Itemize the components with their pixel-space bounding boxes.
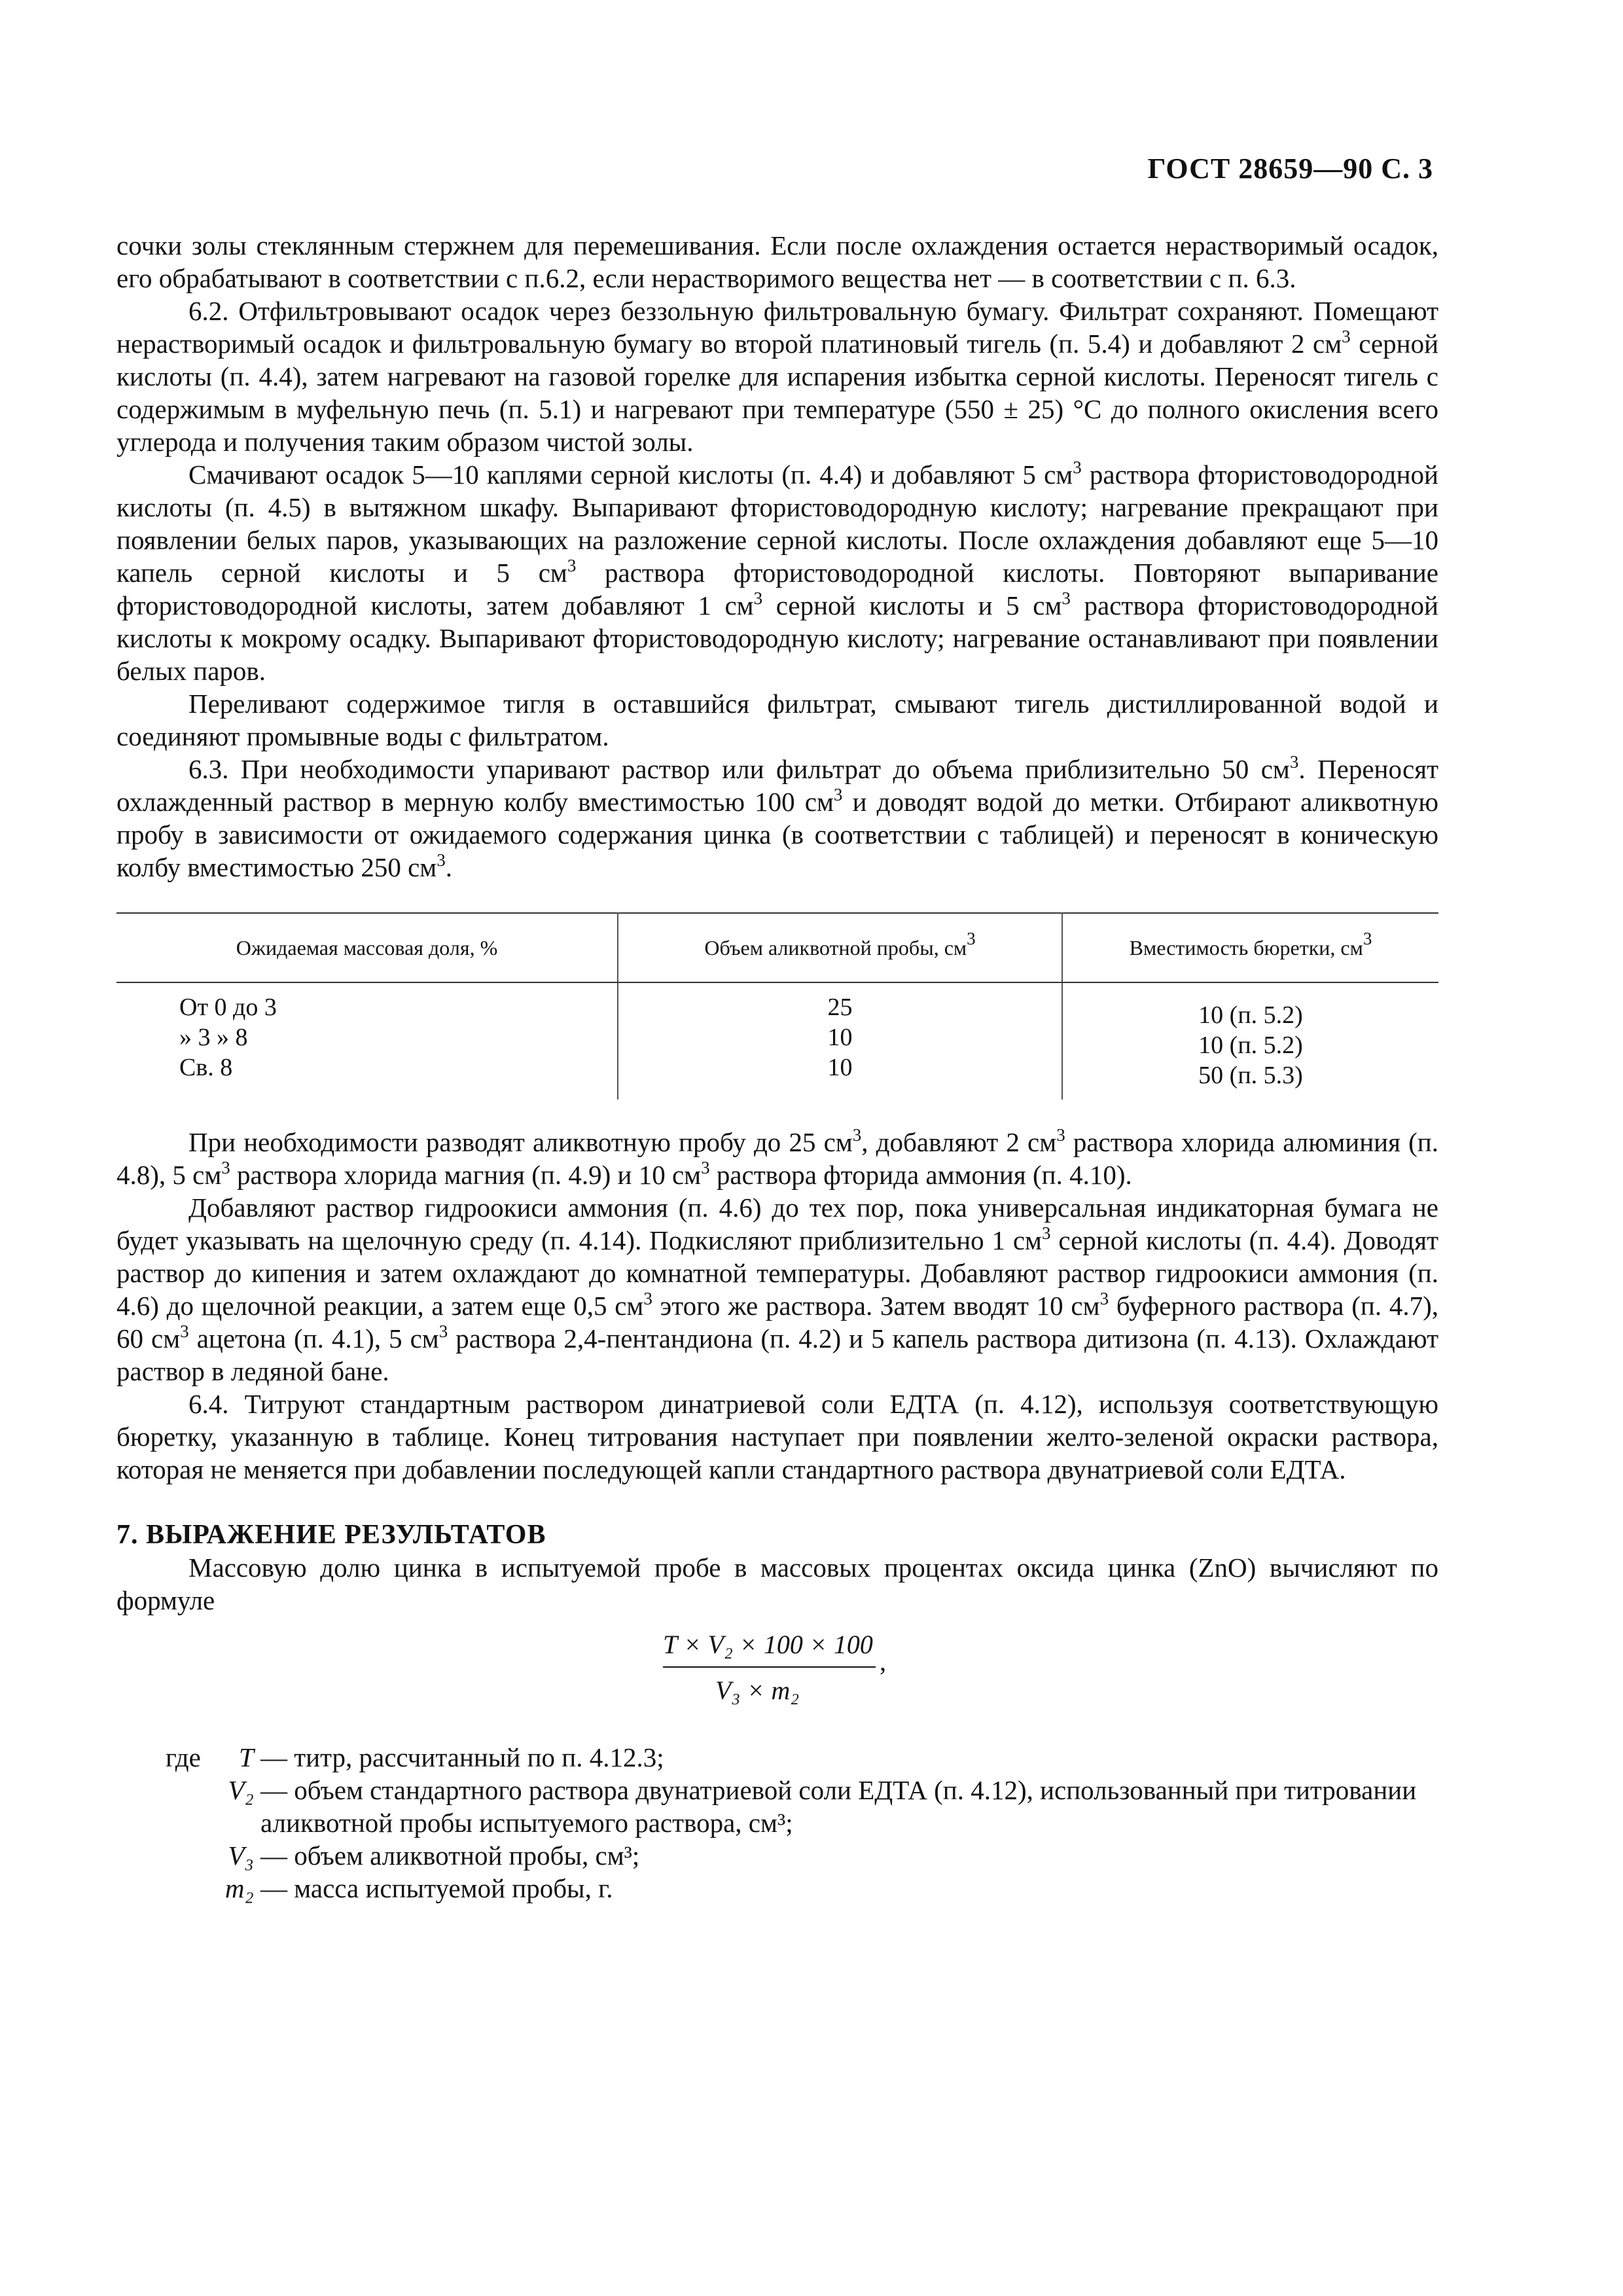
table-cell-burette-capacity: 10 (п. 5.2) 10 (п. 5.2) 50 (п. 5.3) bbox=[1198, 1001, 1303, 1089]
formula-definitions bbox=[116, 1741, 1438, 1905]
table-header-cell: Объем аликвотной пробы, $см^3$ bbox=[618, 913, 1062, 982]
paragraph-6-3: 6.3. При необходимости упаривают раствор или фильтрат до объема приблизительно 50 $см^3$. Переносят охлажденный раствор в мерную колбу вместимостью 100 $см^3$ и доводят водой до метки. Отбирают аликвотную пробу в зависимости от ожидаемого содержания цинка (в соответствии с таблицей) и переносят в коническую колбу вместимостью 250 $см^3$. bbox=[116, 752, 1438, 882]
definition-item: m₂ — масса испытуемой пробы, г. bbox=[224, 1873, 613, 1903]
table-header-cell: Вместимость бюретки, $см^3$ bbox=[1062, 913, 1438, 982]
paragraph-6-4: 6.4. Титруют стандартным раствором динатриевой соли ЕДТА (п. 4.12), используя соответствующую бюретку, указанную в таблице. Конец титрования наступает при появлении желто-зеленой окраски раствора, которая не меняется при добавлении последующей капли стандартного раствора двунатриевой соли ЕДТА. bbox=[116, 1389, 1438, 1484]
paragraph-continuation: сочки золы стеклянным стержнем для перемешивания. Если после охлаждения остается нерастворимый осадок, его обрабатывают в соответствии с п.6.2, если нерастворимого вещества нет — в соответствии с п. 6.3. bbox=[116, 230, 1438, 293]
table-header-row bbox=[116, 913, 1438, 982]
definition-item: где T — титр, рассчитанный по п. 4.12.3; bbox=[165, 1742, 664, 1772]
aliquot-table bbox=[116, 912, 1438, 1100]
table-row bbox=[116, 982, 1438, 1100]
formula-fraction-bar bbox=[663, 1666, 876, 1668]
table-header-cell: Ожидаемая массовая доля, % bbox=[116, 913, 618, 982]
paragraph-ammonium: Добавляют раствор гидроокиси аммония (п. 4.6) до тех пор, пока универсальная индикаторная бумага не будет указывать на щелочную среду (п. 4.14). Подкисляют приблизительно 1 $см^3$ серной кислоты (п. 4.4). Доводят раствор до кипения и затем охлаждают до комнатной температуры. Добавляют раствор гидроокиси аммония (п. 4.6) до щелочной реакции, а затем еще 0,5 $см^3$ этого же раствора. Затем вводят 10 $см^3$ буферного раствора (п. 4.7), 60 $см^3$ ацетона (п. 4.1), 5 $см^3$ раствора 2,4-пентандиона (п. 4.2) и 5 капель раствора дитизона (п. 4.13). Охлаждают раствор в ледяной бане. bbox=[116, 1193, 1438, 1386]
paragraph-transfer: Переливают содержимое тигля в оставшийся фильтрат, смывают тигель дистиллированной водой и соединяют промывные воды с фильтратом. bbox=[116, 689, 1438, 751]
zinc-formula bbox=[116, 1619, 1438, 1724]
formula-denominator: V₃ × m₂ bbox=[715, 1676, 800, 1705]
section-heading: 7. ВЫРАЖЕНИЕ РЕЗУЛЬТАТОВ bbox=[116, 1520, 546, 1550]
paragraph-hf-treatment: Смачивают осадок 5—10 каплями серной кислоты (п. 4.4) и добавляют 5 $см^3$ раствора фтористоводородной кислоты (п. 4.5) в вытяжном шкафу. Выпаривают фтористоводородную кислоту; нагревание прекращают при появлении белых паров, указывающих на разложение серной кислоты. После охлаждения добавляют еще 5—10 капель серной кислоты и 5 $см^3$ раствора фтористоводородной кислоты. Повторяют выпаривание фтористоводородной кислоты, затем добавляют 1 $см^3$ серной кислоты и 5 $см^3$ раствора фтористоводородной кислоты к мокрому осадку. Выпаривают фтористоводородную кислоту; нагревание останавливают при появлении белых паров. bbox=[116, 457, 1438, 686]
page-header: ГОСТ 28659—90 С. 3 bbox=[1147, 152, 1433, 185]
formula-comma: , bbox=[880, 1647, 886, 1676]
paragraph-dilution: При необходимости разводят аликвотную пробу до 25 $см^3$, добавляют 2 $см^3$ раствора хлорида алюминия (п. 4.8), 5 $см^3$ раствора хлорида магния (п. 4.9) и 10 $см^3$ раствора фторида аммония (п. 4.10). bbox=[116, 1125, 1438, 1190]
table-cell-mass-fraction: От 0 до 3 » 3 » 8 Св. 8 bbox=[116, 982, 618, 1100]
paragraph-formula-intro: Массовую долю цинка в испытуемой пробе в массовых процентах оксида цинка (ZnO) вычисляют по формуле bbox=[116, 1552, 1438, 1615]
definition-item: V₃ — объем аликвотной пробы, см³; bbox=[228, 1840, 640, 1871]
table-cell-aliquot-volume: 25 10 10 bbox=[618, 982, 1062, 1100]
definition-item: V₂ — объем стандартного раствора двунатриевой соли ЕДТА (п. 4.12), использованный при титровании аликвотной пробы испытуемого раствора, см³; bbox=[228, 1775, 1417, 1838]
formula-numerator: T × V₂ × 100 × 100 bbox=[663, 1630, 873, 1659]
document-body bbox=[116, 229, 1438, 1905]
paragraph-6-2: 6.2. Отфильтровывают осадок через беззольную фильтровальную бумагу. Фильтрат сохраняют. Помещают нерастворимый осадок и фильтровальную бумагу во второй платиновый тигель (п. 5.4) и добавляют 2 $см^3$ серной кислоты (п. 4.4), затем нагревают на газовой горелке для испарения избытка серной кислоты. Переносят тигель с содержимым в муфельную печь (п. 5.1) и нагревают при температуре (550 ± 25) °С до полного окисления всего углерода и получения таким образом чистой золы. bbox=[116, 296, 1439, 457]
